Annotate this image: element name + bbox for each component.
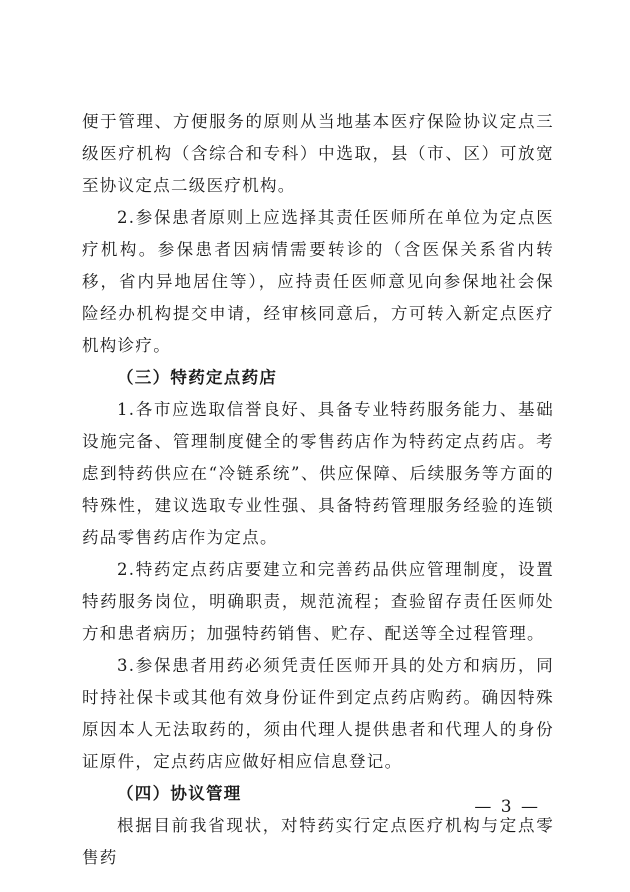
document-body bbox=[82, 106, 554, 874]
paragraph-continued-selection: 便于管理、方便服务的原则从当地基本医疗保险协议定点三级医疗机构（含综合和专科）中选取，县（市、区）可放宽至协议定点二级医疗机构。 bbox=[82, 112, 554, 195]
section-heading-agreement-management: （四）协议管理 bbox=[117, 784, 242, 803]
paragraph-item-2-pharmacy-management: 2.特药定点药店要建立和完善药品供应管理制度，设置特药服务岗位，明确职责，规范流程；查验留存责任医师处方和患者病历；加强特药销售、贮存、配送等全过程管理。 bbox=[82, 560, 554, 643]
paragraph-item-2-patient-choice: 2.参保患者原则上应选择其责任医师所在单位为定点医疗机构。参保患者因病情需要转诊的（含医保关系省内转移，省内异地居住等），应持责任医师意见向参保地社会保险经办机构提交申请，经审核同意后，方可转入新定点医疗机构诊疗。 bbox=[82, 208, 554, 355]
paragraph-agreement-intro: 根据目前我省现状，对特药实行定点医疗机构与定点零售药 bbox=[82, 816, 554, 867]
paragraph-item-1-pharmacy-selection: 1.各市应选取信誉良好、具备专业特药服务能力、基础设施完备、管理制度健全的零售药店作为特药定点药店。考虑到特药供应在“冷链系统”、供应保障、后续服务等方面的特殊性，建议选取专业性强、具备特药管理服务经验的连锁药品零售药店作为定点。 bbox=[82, 400, 554, 547]
section-heading-special-drug-pharmacy: （三）特药定点药店 bbox=[117, 368, 278, 387]
paragraph-item-3-drug-purchase: 3.参保患者用药必须凭责任医师开具的处方和病历，同时持社保卡或其他有效身份证件到定点药店购药。确因特殊原因本人无法取药的，须由代理人提供患者和代理人的身份证原件，定点药店应做好相应信息登记。 bbox=[82, 656, 554, 771]
page-number: — 3 — bbox=[474, 797, 540, 817]
